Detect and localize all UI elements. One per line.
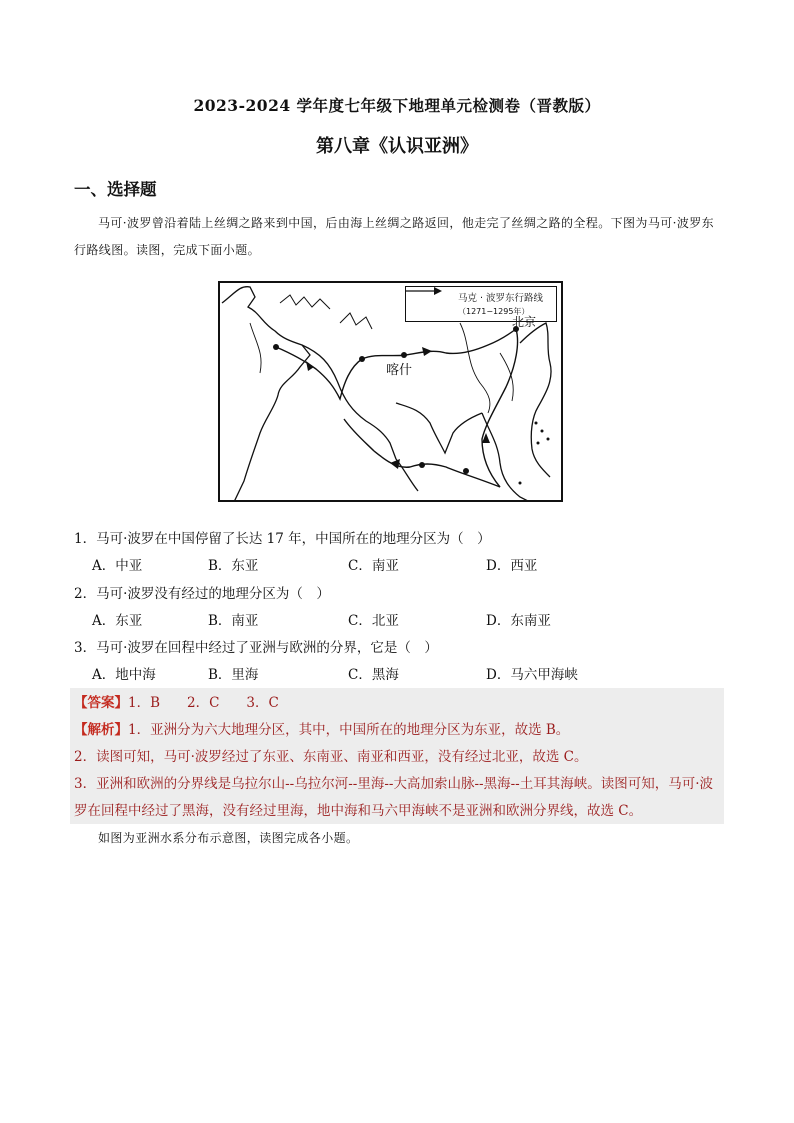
route-stop-west	[273, 344, 279, 350]
question-3-stem: 3．马可·波罗在回程中经过了亚洲与欧洲的分界，它是（ ）	[74, 640, 438, 656]
mountain-ridge-1	[280, 295, 330, 309]
answer-tag: 【答案】	[74, 695, 128, 711]
legend-arrow-icon	[406, 287, 442, 295]
route-stop-kashgar	[401, 352, 407, 358]
question-2-option-b: B．南亚	[208, 613, 259, 629]
question-3-option-a: A．地中海	[92, 667, 156, 683]
legend-years: （1271−1295年）	[458, 307, 530, 316]
question-2-option-c: C．北亚	[348, 613, 399, 629]
coastline-east	[520, 323, 551, 477]
section-heading: 一、选择题	[74, 180, 157, 199]
analysis-tag: 【解析】	[74, 722, 128, 738]
question-2-option-a: A．东亚	[92, 613, 143, 629]
river-2	[460, 323, 490, 413]
river-1	[250, 323, 261, 373]
route-stop-central	[359, 356, 365, 362]
chapter-title: 第八章《认识亚洲》	[316, 136, 478, 157]
answer-analysis-block	[70, 688, 724, 824]
analysis-line-1	[74, 718, 569, 738]
analysis-text-1: 1．亚洲分为六大地理分区，其中，中国所在的地理分区为东亚，故选 B。	[128, 722, 570, 738]
analysis-line-3b: 罗在回程中经过了黑海，没有经过里海，地中海和马六甲海峡不是亚洲和欧洲分界线，故选 C。	[74, 803, 643, 819]
coastline-west	[222, 287, 310, 502]
coastline-southeast	[482, 413, 530, 502]
question-3-option-b: B．里海	[208, 667, 259, 683]
route-arrow-4	[390, 459, 400, 469]
route-stop-sea	[419, 462, 425, 468]
question-3-option-d: D．马六甲海峡	[486, 667, 578, 683]
question-1-option-d: D．西亚	[486, 558, 538, 574]
island-dots	[519, 422, 550, 485]
city-label-beijing: 北京	[512, 315, 537, 329]
question-1-stem: 1．马可·波罗在中国停留了长达 17 年，中国所在的地理分区为（ ）	[74, 531, 491, 547]
intro-paragraph: 马可·波罗曾沿着陆上丝绸之路来到中国，后由海上丝绸之路返回，他走完了丝绸之路的全程。下图为马可·波罗东行路线图。读图，完成下面小题。	[74, 216, 715, 257]
question-3-option-c: C．黑海	[348, 667, 399, 683]
coastline-india	[396, 403, 482, 453]
route-stop-south	[463, 468, 469, 474]
answer-line	[74, 691, 279, 711]
document-title: 2023-2024 学年度七年级下地理单元检测卷（晋教版）	[193, 96, 601, 115]
question-2-stem: 2．马可·波罗没有经过的地理分区为（ ）	[74, 586, 330, 602]
mountain-ridge-2	[340, 313, 372, 329]
question-2-option-d: D．东南亚	[486, 613, 551, 629]
route-map	[218, 281, 563, 502]
question-1-option-a: A．中亚	[92, 558, 143, 574]
route-arrow-2	[422, 347, 432, 356]
next-section-intro: 如图为亚洲水系分布示意图，读图完成各小题。	[98, 831, 359, 845]
question-1-option-c: C．南亚	[348, 558, 399, 574]
city-label-kashgar: 喀什	[386, 363, 413, 378]
question-1-option-b: B．东亚	[208, 558, 259, 574]
analysis-line-3a: 3．亚洲和欧洲的分界线是乌拉尔山--乌拉尔河--里海--大高加索山脉--黑海--土耳其海峡。读图可知，马可·波	[74, 776, 713, 792]
legend-title: 马克 · 波罗东行路线	[458, 293, 544, 304]
analysis-line-2: 2．读图可知，马可·波罗经过了东亚、东南亚、南亚和西亚，没有经过北亚，故选 C。	[74, 749, 588, 765]
answer-text: 1．B 2．C 3．C	[128, 695, 279, 711]
